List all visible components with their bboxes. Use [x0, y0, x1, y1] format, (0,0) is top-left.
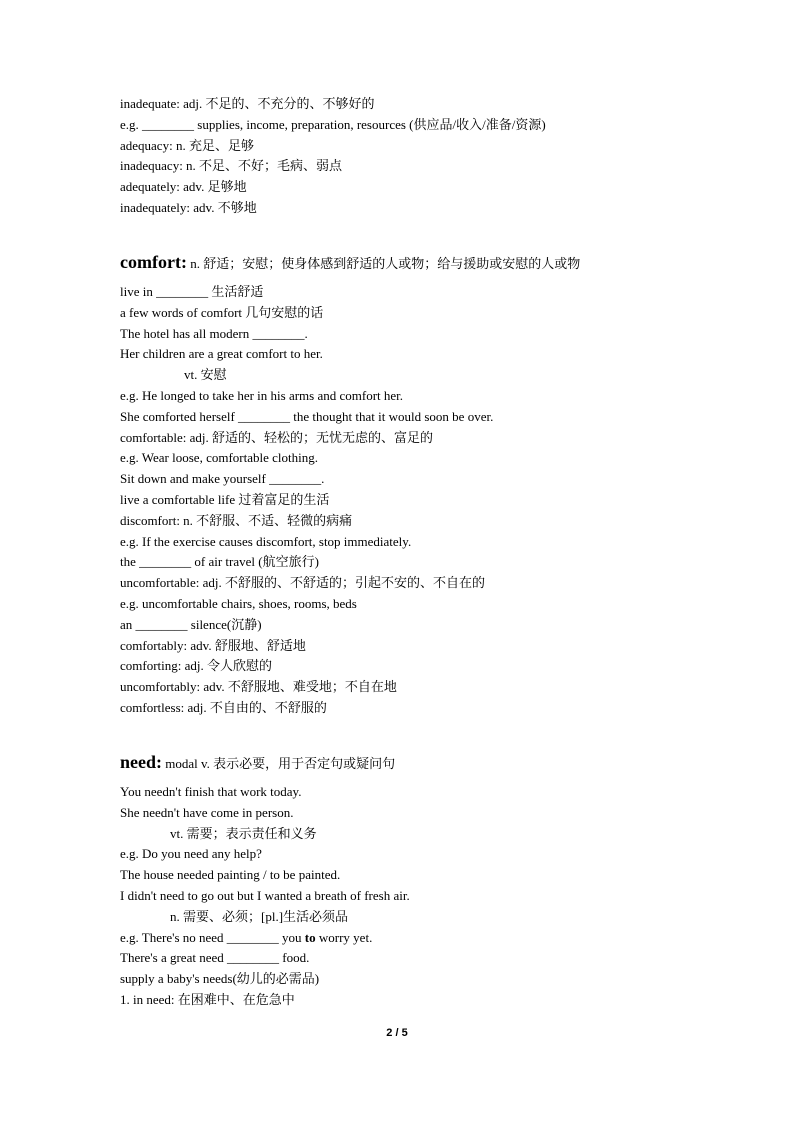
part-of-speech-line: vt. 需要；表示责任和义务 [170, 825, 317, 841]
part-of-speech-line: n. 需要、必须；[pl.]生活必须品 [170, 908, 349, 924]
entry-line: uncomfortable: adj. 不舒服的、不舒适的；引起不安的、不自在的 [120, 575, 486, 591]
entry-line: There's a great need ________ food. [120, 950, 310, 966]
page-number: 2 / 5 [386, 1027, 408, 1039]
entry-line: adequacy: n. 充足、足够 [120, 137, 254, 153]
section-inadequate [120, 94, 760, 219]
entry-line: the ________ of air travel (航空旅行) [120, 554, 319, 570]
entry-line: live a comfortable life 过着富足的生活 [120, 491, 330, 507]
headword-heading [120, 250, 760, 276]
entry-line: She comforted herself ________ the thought that it would soon be over. [120, 408, 494, 424]
entry-line: adequately: adv. 足够地 [120, 179, 247, 195]
headword: comfort: [120, 252, 187, 272]
entry-line: Her children are a great comfort to her. [120, 346, 323, 362]
example-line: e.g. He longed to take her in his arms and comfort her. [120, 387, 404, 403]
headword-definition: modal v. 表示必要，用于否定句或疑问句 [162, 756, 396, 771]
section-comfort [120, 250, 760, 719]
entry-line: You needn't finish that work today. [120, 784, 302, 799]
headword-heading [120, 750, 760, 776]
entry-line: comfortable: adj. 舒适的、轻松的；无忧无虑的、富足的 [120, 429, 434, 445]
example-line: e.g. ________ supplies, income, preparation, resources (供应品/收入/准备/资源) [120, 116, 546, 132]
section-need [120, 750, 760, 1011]
entry-line: live in ________ 生活舒适 [120, 284, 264, 299]
entry-line: discomfort: n. 不舒服、不适、轻微的病痛 [120, 512, 353, 528]
entry-line: inadequately: adv. 不够地 [120, 199, 257, 215]
entry-line: She needn't have come in person. [120, 804, 294, 820]
headword-definition: n. 舒适；安慰；使身体感到舒适的人或物；给与援助或安慰的人或物 [186, 256, 581, 271]
example-line [120, 928, 760, 949]
entry-line: comforting: adj. 令人欣慰的 [120, 658, 273, 674]
entry-line: The house needed painting / to be painted. [120, 867, 341, 883]
entry-line: The hotel has all modern ________. [120, 325, 308, 341]
entry-line: inadequate: adj. 不足的、不充分的、不够好的 [120, 96, 375, 111]
example-line: e.g. If the exercise causes discomfort, stop immediately. [120, 533, 412, 549]
headword: need: [120, 752, 162, 772]
part-of-speech-line: vt. 安慰 [184, 367, 227, 383]
example-line: e.g. Do you need any help? [120, 846, 262, 862]
example-text: worry yet. [315, 929, 373, 945]
example-line: e.g. uncomfortable chairs, shoes, rooms, beds [120, 595, 357, 611]
entry-line: comfortless: adj. 不自由的、不舒服的 [120, 699, 327, 715]
entry-line: Sit down and make yourself ________. [120, 471, 325, 487]
entry-line: I didn't need to go out but I wanted a breath of fresh air. [120, 887, 410, 903]
entry-line: an ________ silence(沉静) [120, 616, 262, 632]
entry-line: 1. in need: 在困难中、在危急中 [120, 991, 295, 1007]
example-text: e.g. There's no need ________ you [120, 929, 305, 945]
entry-line: inadequacy: n. 不足、不好；毛病、弱点 [120, 158, 343, 174]
example-line: e.g. Wear loose, comfortable clothing. [120, 450, 318, 466]
entry-line: comfortably: adv. 舒服地、舒适地 [120, 637, 306, 653]
entry-line: a few words of comfort 几句安慰的话 [120, 304, 324, 320]
emphasized-word: to [304, 929, 316, 945]
entry-line: uncomfortably: adv. 不舒服地、难受地；不自在地 [120, 679, 397, 695]
entry-line: supply a baby's needs(幼儿的必需品) [120, 971, 320, 987]
